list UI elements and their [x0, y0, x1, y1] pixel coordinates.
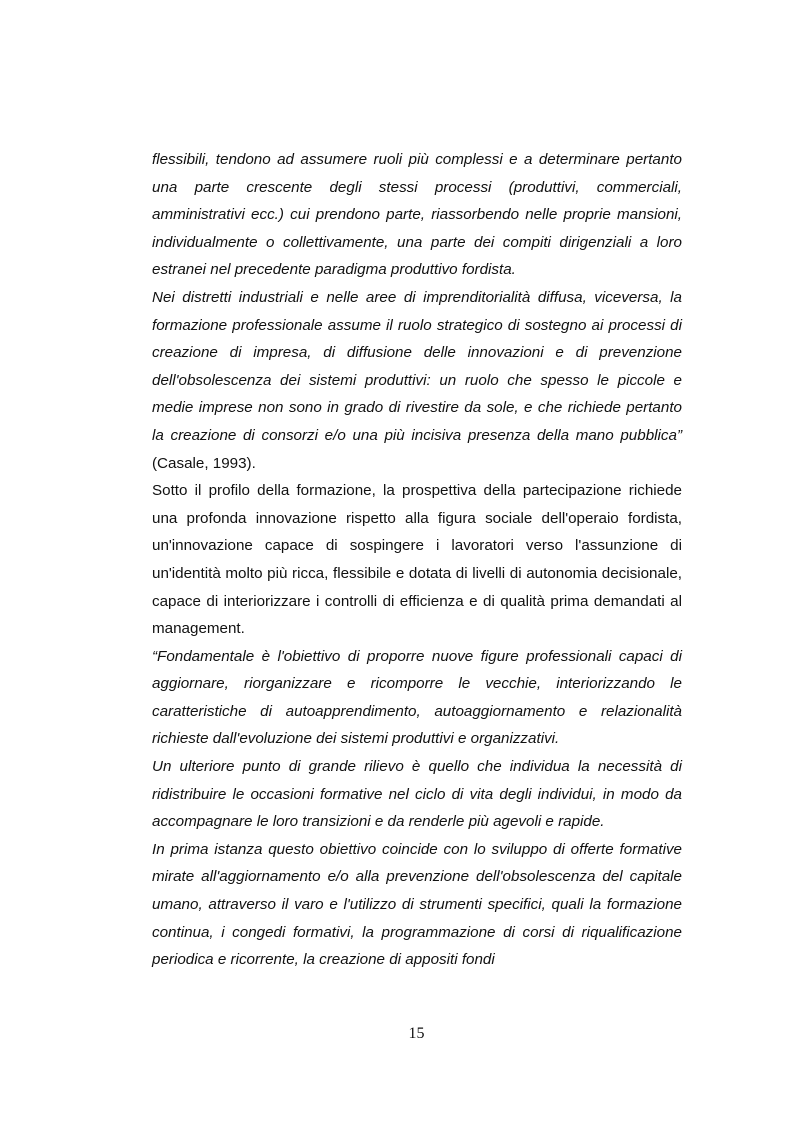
paragraph-3 [152, 477, 682, 643]
paragraph-4-italic-text: “Fondamentale è l'obiettivo di proporre nuove figure professionali capaci di aggiornare, riorganizzare e ricomporre le vecchie, interiorizzando le caratteristiche di autoapprendimento, autoaggiornamento e relazionalità richieste dall'evoluzione dei sistemi produttivi e organizzativi. [152, 647, 682, 748]
paragraph-6 [152, 836, 682, 974]
paragraph-5-italic-text: Un ulteriore punto di grande rilievo è quello che individua la necessità di ridistribuire le occasioni formative nel ciclo di vita degli individui, in modo da accompagnare le loro transizioni e da renderle più agevoli e rapide. [152, 758, 682, 831]
paragraph-5 [152, 753, 682, 836]
paragraph-1 [152, 146, 682, 284]
paragraph-6-italic-text: In prima istanza questo obiettivo coincide con lo sviluppo di offerte formative mirate all'aggiornamento e/o alla prevenzione dell'obsolescenza del capitale umano, attraverso il varo e l'utilizzo di strumenti specifici, quali la formazione continua, i congedi formativi, la programmazione di corsi di riqualificazione periodica e ricorrente, la creazione di appositi fondi [152, 840, 682, 969]
paragraph-2-citation: (Casale, 1993). [152, 454, 256, 472]
paragraph-1-italic-text: flessibili, tendono ad assumere ruoli più complessi e a determinare pertanto una parte crescente degli stessi processi (produttivi, commerciali, amministrativi ecc.) cui prendono parte, riassorbendo nelle proprie mansioni, individualmente o collettivamente, una parte dei compiti dirigenziali a loro estranei nel precedente paradigma produttivo fordista. [152, 151, 682, 279]
paragraph-3-text: Sotto il profilo della formazione, la prospettiva della partecipazione richiede una profonda innovazione rispetto alla figura sociale dell'operaio fordista, un'innovazione capace di sospingere i lavoratori verso l'assunzione di un'identità molto più ricca, flessibile e dotata di livelli di autonomia decisionale, capace di interiorizzare i controlli di efficienza e di qualità prima demandati al management. [152, 482, 682, 638]
body-text [152, 146, 682, 974]
paragraph-2-italic-text: Nei distretti industriali e nelle aree di imprenditorialità diffusa, viceversa, la formazione professionale assume il ruolo strategico di sostegno ai processi di creazione di impresa, di diffusione delle innovazioni e di prevenzione dell'obsolescenza dei sistemi produttivi: un ruolo che spesso le piccole e medie imprese non sono in grado di rivestire da sole, e che richiede pertanto la creazione di consorzi e/o una più incisiva presenza della mano pubblica” [152, 288, 682, 444]
page-number: 15 [408, 1025, 425, 1042]
paragraph-4 [152, 643, 682, 753]
paragraph-2 [152, 284, 682, 477]
